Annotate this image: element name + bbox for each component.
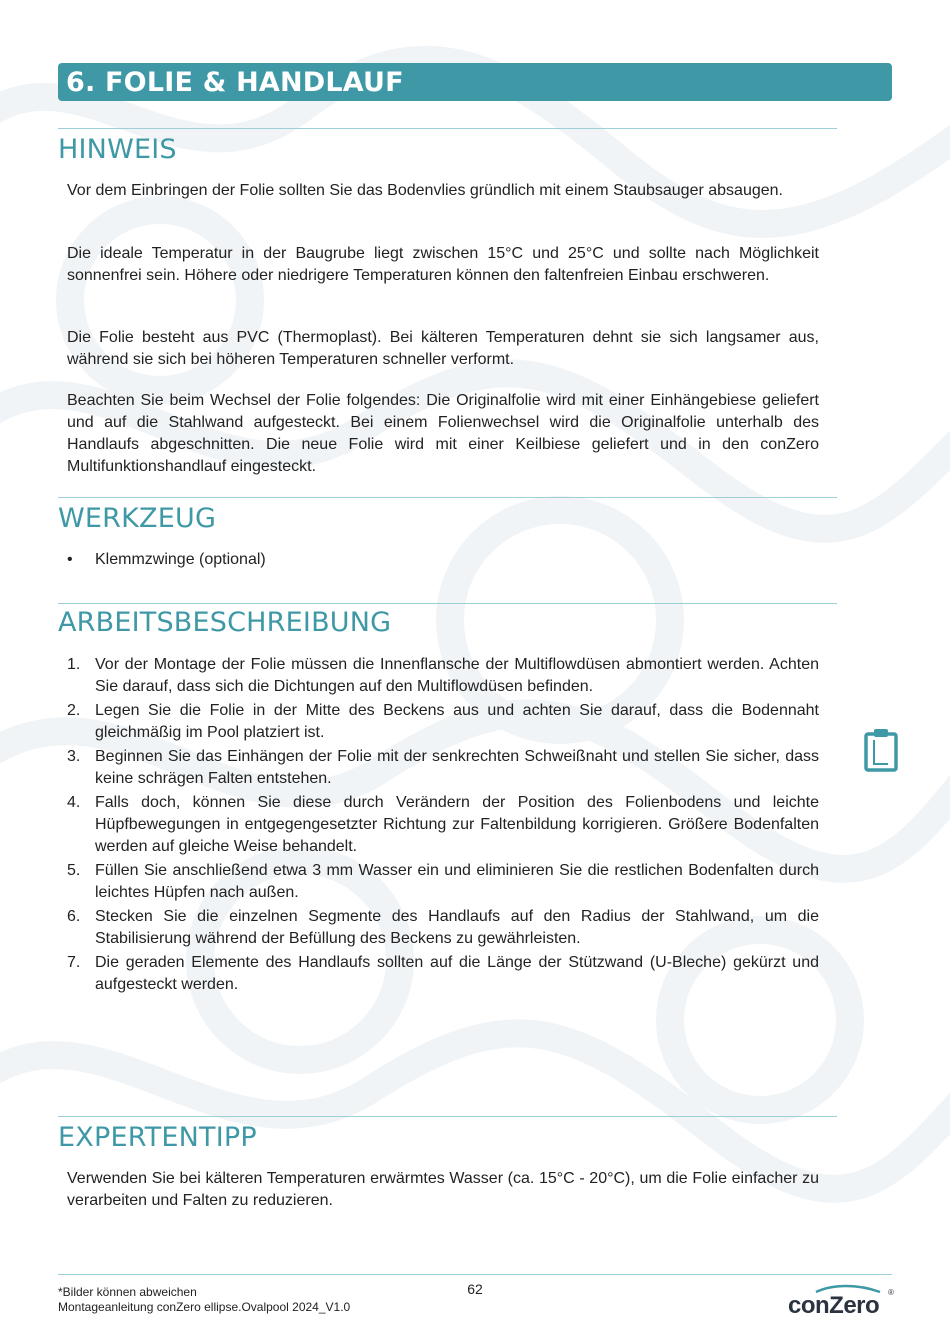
divider bbox=[58, 603, 837, 604]
list-item-text: Klemmzwinge (optional) bbox=[95, 551, 266, 568]
step-text: Stecken Sie die einzelnen Segmente des Handlaufs auf den Radius der Stahlwand, um die Stabilisierung während der Befüllung des Beckens zu gewährleisten. bbox=[95, 908, 819, 947]
expertentipp-heading: EXPERTENTIPP bbox=[58, 1122, 257, 1153]
step-number: 5. bbox=[67, 862, 81, 879]
expertentipp-text: Verwenden Sie bei kälteren Temperaturen erwärmtes Wasser (ca. 15°C - 20°C), um die Folie einfacher zu verarbeiten und Falten zu reduzieren. bbox=[67, 1170, 819, 1209]
step-number: 6. bbox=[67, 908, 81, 925]
step-text: Legen Sie die Folie in der Mitte des Beckens aus und achten Sie darauf, dass die Bodennaht gleichmäßig im Pool platziert ist. bbox=[95, 702, 819, 741]
step-text: Beginnen Sie das Einhängen der Folie mit der senkrechten Schweißnaht und stellen Sie sicher, dass keine schrägen Falten entstehen. bbox=[95, 748, 819, 787]
bullet-icon: • bbox=[67, 551, 73, 568]
step-text: Die geraden Elemente des Handlaufs sollten auf die Länge der Stützwand (U-Bleche) gekürzt und aufgesteckt werden. bbox=[95, 954, 819, 993]
step-number: 3. bbox=[67, 748, 81, 765]
logo-registered: ® bbox=[888, 1288, 894, 1297]
footer-info bbox=[58, 1285, 350, 1315]
page-title: 6. FOLIE & HANDLAUF bbox=[66, 67, 404, 98]
step-text: Falls doch, können Sie diese durch Verändern der Position des Folienbodens und leichte Hüpfbewegungen in entgegengesetzter Richtung zur Faltenbildung korrigieren. Größere Bodenfalten werden auf gleiche Weise behandelt. bbox=[95, 794, 819, 855]
steps-list bbox=[67, 654, 819, 998]
list-item bbox=[67, 860, 819, 904]
werkzeug-heading: WERKZEUG bbox=[58, 503, 217, 534]
page-number: 62 bbox=[467, 1281, 483, 1297]
divider bbox=[58, 497, 837, 498]
step-number: 7. bbox=[67, 954, 81, 971]
footer-doc-name: Montageanleitung conZero ellipse.Ovalpool 2024_V1.0 bbox=[58, 1300, 351, 1314]
arbeit-heading: ARBEITSBESCHREIBUNG bbox=[58, 607, 392, 638]
list-item bbox=[67, 952, 819, 996]
hinweis-paragraph: Beachten Sie beim Wechsel der Folie folgendes: Die Originalfolie wird mit einer Einhängebiese geliefert und auf die Stahlwand aufgesteckt. Bei einem Folienwechsel wird die Originalfolie unterhalb des Handlaufs abgeschnitten. Die neue Folie wird mit einer Keilbiese geliefert und in den conZero Multifunktionshandlauf eingesteckt. bbox=[67, 392, 819, 475]
hinweis-paragraph: Vor dem Einbringen der Folie sollten Sie das Bodenvlies gründlich mit einem Staubsauger absaugen. bbox=[67, 182, 783, 199]
divider bbox=[58, 128, 837, 129]
logo-wordmark: conZero bbox=[788, 1292, 880, 1319]
list-item bbox=[67, 700, 819, 744]
conzero-logo bbox=[788, 1282, 898, 1322]
step-text: Vor der Montage der Folie müssen die Innenflansche der Multiflowdüsen abmontiert werden. Achten Sie darauf, dass sich die Dichtungen auf den Multiflowdüsen befinden. bbox=[95, 656, 819, 695]
hinweis-paragraph: Die Folie besteht aus PVC (Thermoplast). Bei kälteren Temperaturen dehnt sie sich langsamer aus, während sie sich bei höheren Temperaturen schneller verformt. bbox=[67, 329, 819, 368]
step-number: 1. bbox=[67, 656, 81, 673]
list-item bbox=[67, 906, 819, 950]
list-item bbox=[67, 654, 819, 698]
footer-divider bbox=[58, 1274, 892, 1275]
section-title-bar bbox=[58, 63, 892, 101]
step-number: 4. bbox=[67, 794, 81, 811]
hinweis-paragraph: Die ideale Temperatur in der Baugrube liegt zwischen 15°C und 25°C und sollte nach Möglichkeit sonnenfrei sein. Höhere oder niedrigere Temperaturen können den faltenfreien Einbau erschweren. bbox=[67, 245, 819, 284]
divider bbox=[58, 1116, 837, 1117]
footer-note: *Bilder können abweichen bbox=[58, 1285, 197, 1299]
step-text: Füllen Sie anschließend etwa 3 mm Wasser ein und eliminieren Sie die restlichen Bodenfalten durch leichtes Hüpfen nach außen. bbox=[95, 862, 819, 901]
hinweis-heading: HINWEIS bbox=[58, 134, 177, 165]
list-item bbox=[67, 746, 819, 790]
list-item bbox=[67, 792, 819, 858]
clipboard-icon bbox=[864, 728, 898, 772]
step-number: 2. bbox=[67, 702, 81, 719]
